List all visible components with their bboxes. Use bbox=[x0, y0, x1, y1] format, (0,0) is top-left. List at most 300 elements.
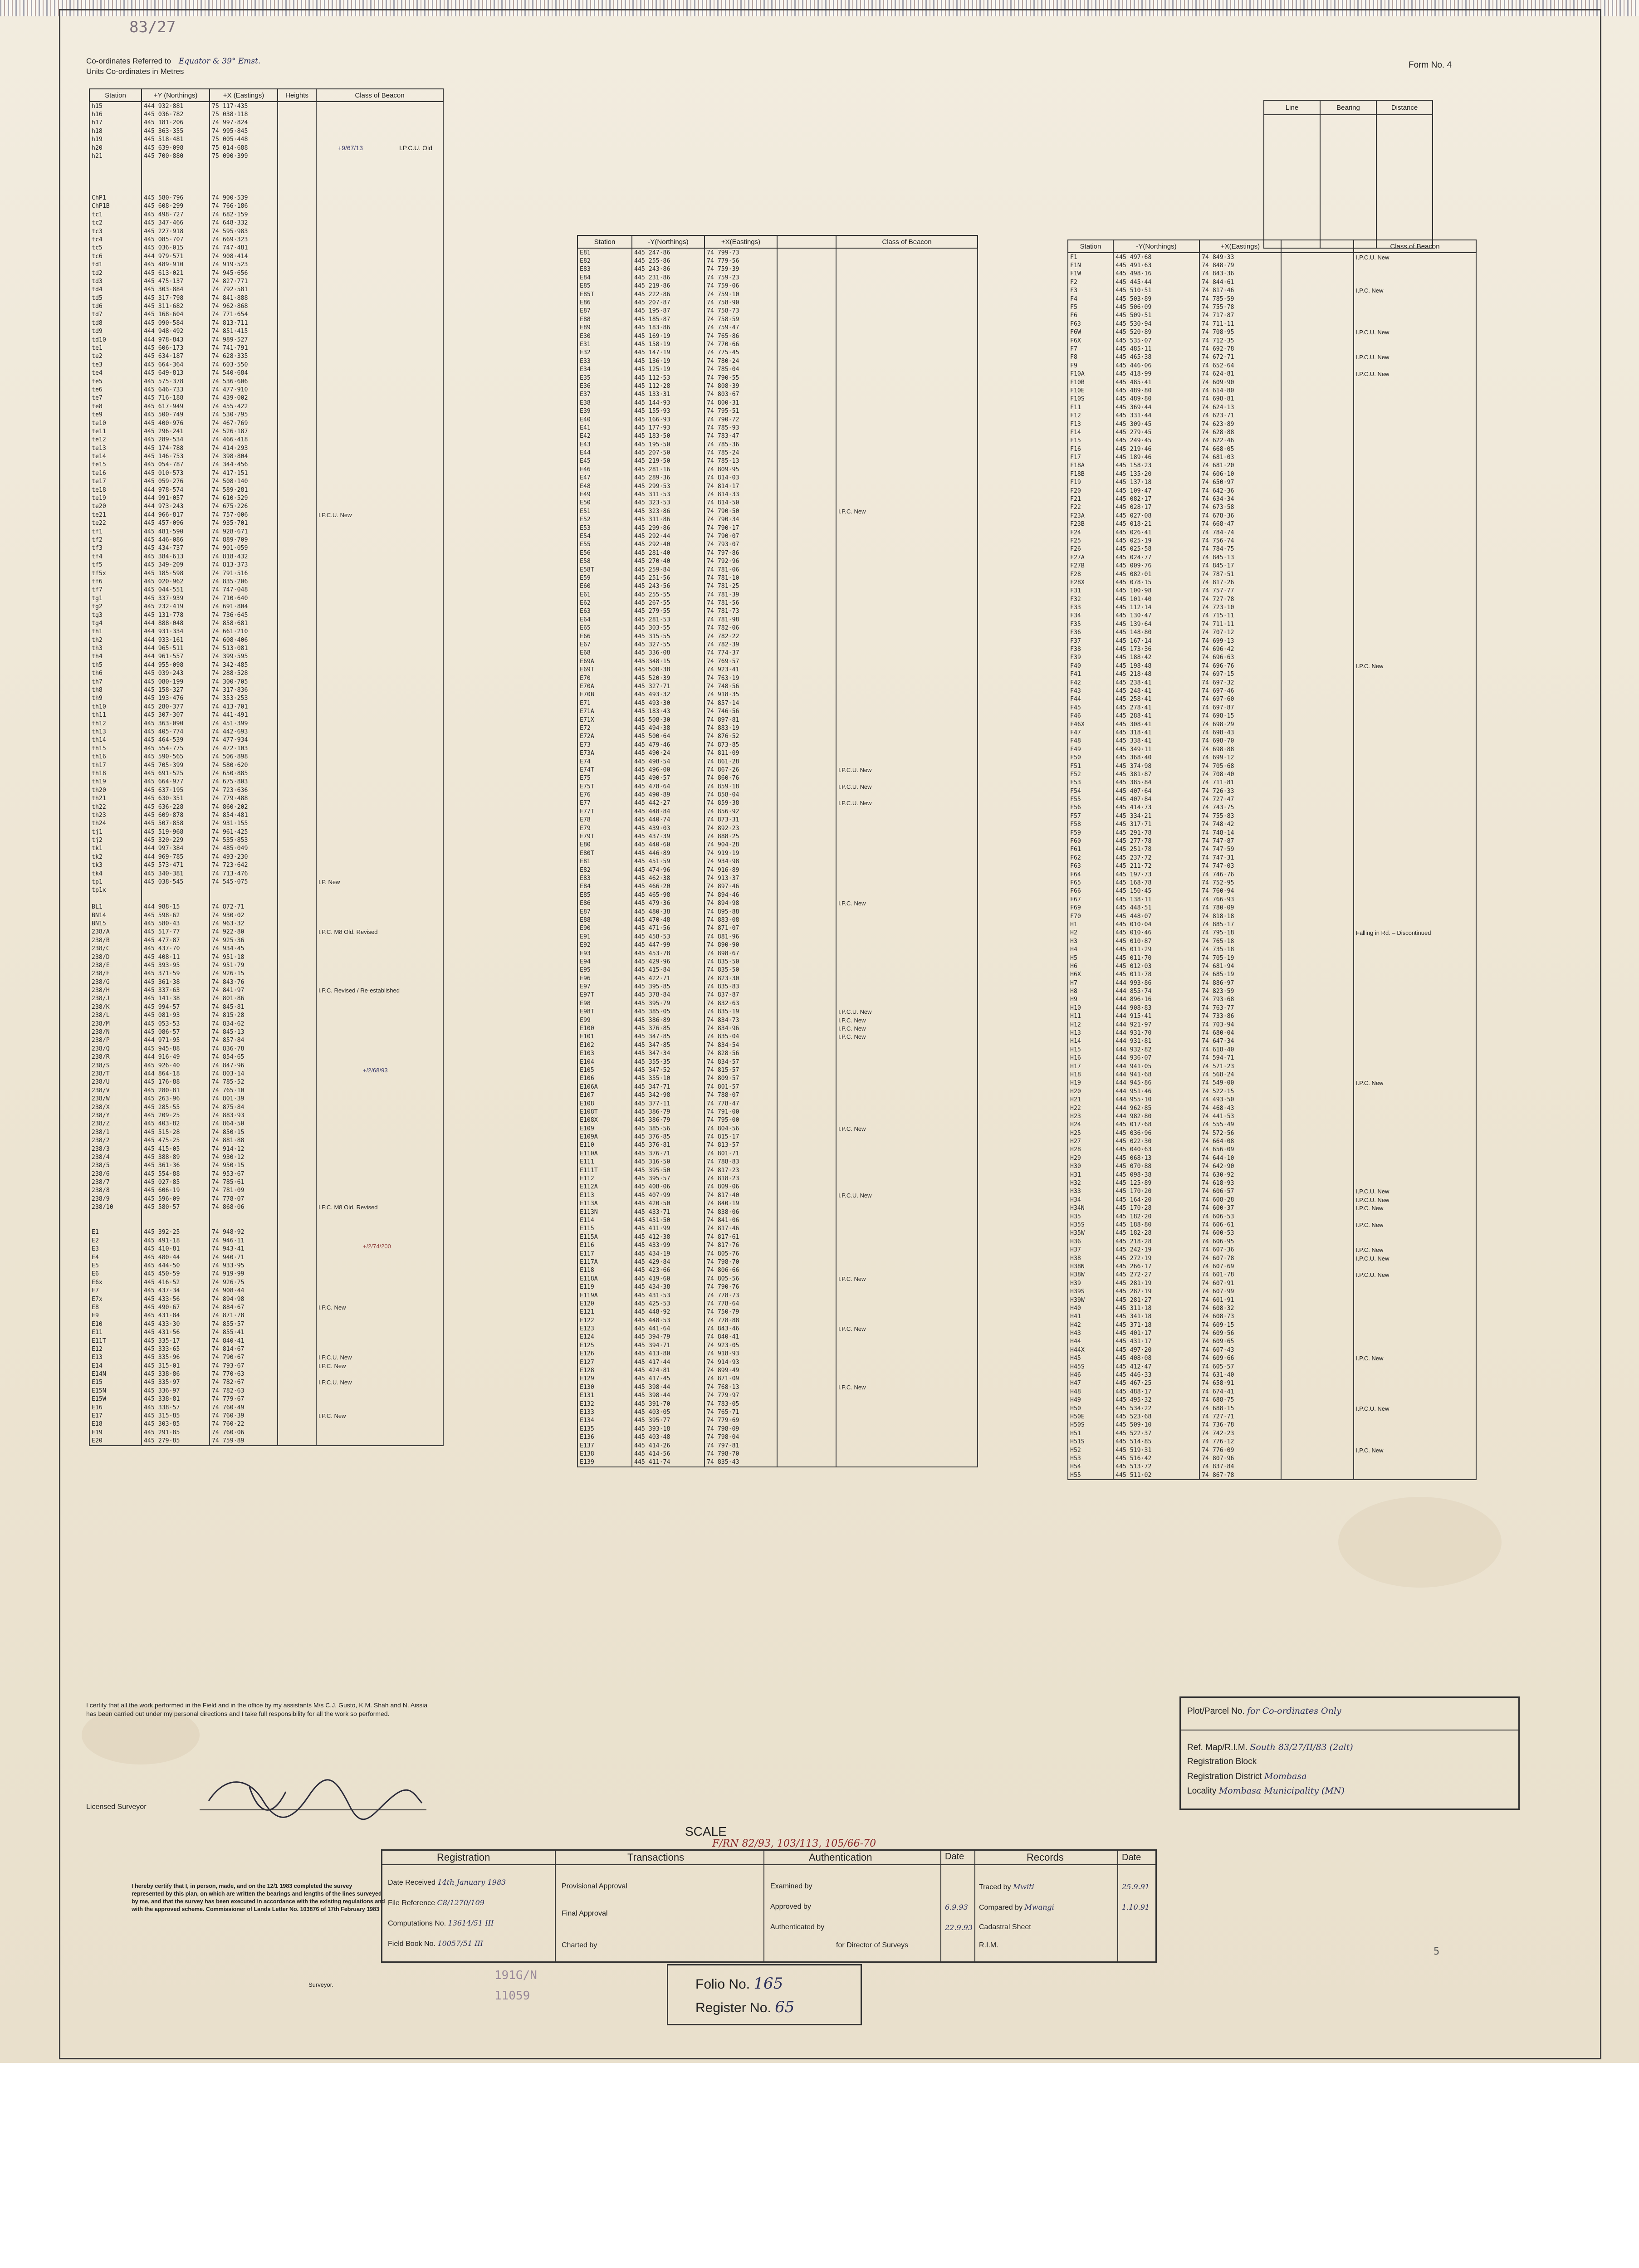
class-cell bbox=[1354, 1379, 1476, 1388]
easting-cell: 74 708·40 bbox=[1199, 770, 1281, 778]
table-row bbox=[89, 102, 443, 110]
station-cell: H41 bbox=[1068, 1313, 1113, 1321]
station-cell: E81 bbox=[577, 248, 632, 257]
station-cell: E66 bbox=[577, 632, 632, 640]
station-cell: F55 bbox=[1068, 795, 1113, 803]
class-cell bbox=[316, 761, 443, 769]
height-cell bbox=[1281, 1237, 1354, 1246]
height-cell bbox=[1281, 753, 1354, 762]
table-row bbox=[1068, 879, 1476, 887]
table-row bbox=[1068, 1054, 1476, 1062]
easting-cell: 74 948·92 bbox=[210, 1228, 278, 1237]
class-cell bbox=[316, 936, 443, 944]
table-row bbox=[577, 1308, 978, 1316]
class-cell bbox=[836, 1208, 978, 1216]
table-row bbox=[89, 1295, 443, 1303]
northing-cell: 445 945·88 bbox=[142, 1045, 210, 1053]
table-row bbox=[577, 1383, 978, 1391]
table-row bbox=[89, 1003, 443, 1011]
table-row bbox=[89, 761, 443, 769]
class-cell bbox=[1354, 912, 1476, 920]
height-cell bbox=[777, 1041, 836, 1049]
table-row bbox=[1068, 578, 1476, 587]
northing-cell: 445 434·38 bbox=[632, 1283, 705, 1291]
easting-cell: 74 756·74 bbox=[1199, 537, 1281, 545]
northing-cell: 445 355·10 bbox=[632, 1075, 705, 1083]
height-cell bbox=[777, 282, 836, 290]
table-row bbox=[577, 682, 978, 690]
station-cell: F63 bbox=[1068, 320, 1113, 328]
height-cell bbox=[1281, 1371, 1354, 1379]
class-cell bbox=[836, 1233, 978, 1241]
station-cell: E99 bbox=[577, 1016, 632, 1024]
station-cell: E30 bbox=[577, 332, 632, 340]
easting-cell: 74 712·35 bbox=[1199, 337, 1281, 345]
easting-cell: 74 696·42 bbox=[1199, 645, 1281, 653]
northing-cell: 445 458·53 bbox=[632, 933, 705, 941]
height-cell bbox=[777, 933, 836, 941]
northing-cell: 445 491·18 bbox=[142, 1237, 210, 1245]
class-cell bbox=[1354, 1121, 1476, 1129]
easting-cell: 74 628·335 bbox=[210, 352, 278, 361]
height-cell bbox=[1281, 487, 1354, 495]
easting-cell: 74 790·07 bbox=[705, 532, 777, 540]
northing-cell: 444 978·574 bbox=[142, 486, 210, 494]
easting-cell: 74 601·91 bbox=[1199, 1296, 1281, 1304]
director-label: for Director of Surveys bbox=[836, 1941, 909, 1949]
northing-cell: 444 864·18 bbox=[142, 1070, 210, 1078]
easting-cell: 74 837·84 bbox=[1199, 1463, 1281, 1471]
station-cell: E53 bbox=[577, 524, 632, 532]
easting-cell: 74 950·15 bbox=[210, 1162, 278, 1170]
height-cell bbox=[1281, 1338, 1354, 1346]
station-cell: te12 bbox=[89, 436, 142, 444]
table-row bbox=[89, 1403, 443, 1412]
easting-cell: 74 908·44 bbox=[210, 1286, 278, 1295]
height-cell bbox=[1281, 1054, 1354, 1062]
table-row bbox=[89, 1103, 443, 1111]
station-cell: E115A bbox=[577, 1233, 632, 1241]
table-row bbox=[89, 1278, 443, 1286]
table-row bbox=[1068, 1304, 1476, 1312]
easting-cell: 74 872·71 bbox=[210, 903, 278, 911]
height-cell bbox=[1281, 996, 1354, 1004]
northing-cell: 445 323·86 bbox=[632, 507, 705, 515]
class-cell bbox=[316, 1195, 443, 1203]
northing-cell: 445 011·70 bbox=[1113, 954, 1199, 962]
station-cell: F10E bbox=[1068, 386, 1113, 395]
easting-cell: 74 835·50 bbox=[705, 966, 777, 974]
table-row bbox=[577, 507, 978, 515]
northing-cell: 445 634·187 bbox=[142, 352, 210, 361]
northing-cell: 444 979·571 bbox=[142, 252, 210, 260]
table-row bbox=[577, 340, 978, 348]
height-cell bbox=[1281, 1029, 1354, 1037]
table-row bbox=[577, 307, 978, 315]
station-cell: tc6 bbox=[89, 252, 142, 260]
northing-cell: 445 010·573 bbox=[142, 469, 210, 477]
height-cell bbox=[278, 1136, 316, 1144]
class-cell bbox=[836, 1149, 978, 1158]
station-cell: H36 bbox=[1068, 1237, 1113, 1246]
station-cell: th6 bbox=[89, 670, 142, 678]
northing-cell: 445 259·84 bbox=[632, 566, 705, 574]
northing-cell: 445 146·753 bbox=[142, 452, 210, 460]
table-row bbox=[89, 327, 443, 336]
easting-cell: 74 288·528 bbox=[210, 670, 278, 678]
station-cell: E14N bbox=[89, 1370, 142, 1378]
table-row bbox=[89, 1261, 443, 1270]
height-cell bbox=[1281, 737, 1354, 745]
northing-cell: 445 125·19 bbox=[632, 365, 705, 373]
height-cell bbox=[278, 419, 316, 427]
northing-cell: 444 971·95 bbox=[142, 1036, 210, 1045]
easting-cell: 74 837·87 bbox=[705, 991, 777, 999]
table-row bbox=[89, 1303, 443, 1311]
table-row bbox=[1068, 753, 1476, 762]
easting-cell: 74 781·56 bbox=[705, 599, 777, 607]
table-row bbox=[577, 482, 978, 490]
table-row bbox=[1068, 996, 1476, 1004]
northing-cell: 444 896·16 bbox=[1113, 996, 1199, 1004]
class-cell bbox=[1354, 1346, 1476, 1354]
class-cell bbox=[1354, 979, 1476, 987]
station-cell: h16 bbox=[89, 110, 142, 118]
easting-cell: 74 705·19 bbox=[1199, 954, 1281, 962]
northing-cell: 445 335·96 bbox=[142, 1354, 210, 1362]
height-cell bbox=[278, 577, 316, 586]
authenticated-by-label: Authenticated by bbox=[770, 1923, 825, 1931]
station-cell: F2 bbox=[1068, 278, 1113, 286]
class-cell: I.P.C. New bbox=[316, 1362, 443, 1370]
class-cell bbox=[316, 670, 443, 678]
northing-cell: 444 931·70 bbox=[1113, 1029, 1199, 1037]
class-cell bbox=[1354, 1338, 1476, 1346]
easting-cell: 74 763·19 bbox=[705, 674, 777, 682]
northing-cell: 445 407·99 bbox=[632, 1191, 705, 1199]
easting-cell: 74 713·476 bbox=[210, 870, 278, 878]
height-cell bbox=[777, 1216, 836, 1224]
station-cell: th21 bbox=[89, 794, 142, 802]
station-cell: ChP1B bbox=[89, 202, 142, 210]
height-cell bbox=[1281, 495, 1354, 503]
station-cell: E49 bbox=[577, 490, 632, 499]
northing-cell: 445 437·70 bbox=[142, 944, 210, 953]
class-cell bbox=[836, 1341, 978, 1349]
easting-cell: 74 571·23 bbox=[1199, 1062, 1281, 1070]
table-row bbox=[577, 1141, 978, 1149]
class-cell bbox=[836, 248, 978, 257]
northing-cell: 445 617·949 bbox=[142, 402, 210, 411]
height-cell bbox=[278, 611, 316, 619]
table-row bbox=[1068, 687, 1476, 695]
height-cell bbox=[1281, 1212, 1354, 1221]
easting-cell: 74 609·90 bbox=[1199, 378, 1281, 386]
class-cell bbox=[836, 949, 978, 958]
easting-cell: 74 922·80 bbox=[210, 928, 278, 936]
station-cell: E63 bbox=[577, 607, 632, 616]
station-cell: tf6 bbox=[89, 577, 142, 586]
height-cell bbox=[1281, 278, 1354, 286]
station-cell: te20 bbox=[89, 503, 142, 511]
height-cell bbox=[1281, 862, 1354, 870]
table-row bbox=[577, 999, 978, 1007]
class-cell bbox=[1354, 945, 1476, 953]
class-cell bbox=[836, 1358, 978, 1366]
height-cell bbox=[278, 1078, 316, 1086]
easting-cell: 74 672·71 bbox=[1199, 353, 1281, 362]
northing-cell: 445 209·25 bbox=[142, 1111, 210, 1119]
northing-cell: 445 474·96 bbox=[632, 866, 705, 874]
class-cell: I.P.C. New bbox=[1354, 1354, 1476, 1363]
height-cell bbox=[278, 478, 316, 486]
station-cell: F66 bbox=[1068, 887, 1113, 895]
class-cell bbox=[1354, 654, 1476, 662]
height-cell bbox=[1281, 1471, 1354, 1480]
class-cell bbox=[836, 1141, 978, 1149]
height-cell bbox=[777, 883, 836, 891]
easting-cell: 74 868·06 bbox=[210, 1203, 278, 1212]
height-cell bbox=[278, 1245, 316, 1253]
table-row bbox=[577, 657, 978, 665]
station-cell: 238/K bbox=[89, 1003, 142, 1011]
table-row bbox=[89, 1395, 443, 1403]
easting-cell: 74 711·11 bbox=[1199, 620, 1281, 628]
table-row bbox=[89, 110, 443, 118]
height-cell bbox=[777, 1375, 836, 1383]
table-row bbox=[1068, 737, 1476, 745]
class-cell bbox=[1354, 295, 1476, 303]
height-cell bbox=[1281, 770, 1354, 778]
height-cell bbox=[777, 1124, 836, 1133]
class-cell bbox=[1354, 1237, 1476, 1246]
height-cell bbox=[777, 982, 836, 991]
height-cell bbox=[777, 1116, 836, 1124]
height-cell bbox=[1281, 1229, 1354, 1237]
station-cell: E80T bbox=[577, 849, 632, 857]
table-row bbox=[89, 336, 443, 344]
station-cell: F10A bbox=[1068, 370, 1113, 378]
height-cell bbox=[278, 1220, 316, 1228]
class-cell bbox=[316, 569, 443, 577]
easting-cell: 74 963·32 bbox=[210, 919, 278, 928]
easting-cell: 74 468·43 bbox=[1199, 1104, 1281, 1112]
northing-cell: 445 335·97 bbox=[142, 1378, 210, 1387]
easting-cell: 74 750·79 bbox=[705, 1308, 777, 1316]
class-cell bbox=[1354, 937, 1476, 945]
northing-cell: 445 174·788 bbox=[142, 444, 210, 452]
class-cell bbox=[1354, 312, 1476, 320]
computations-field: Computations No. 13614/51 III bbox=[388, 1919, 494, 1927]
class-cell bbox=[1354, 645, 1476, 653]
easting-cell: 74 770·63 bbox=[210, 1370, 278, 1378]
class-cell bbox=[1354, 920, 1476, 929]
table-row bbox=[1068, 545, 1476, 553]
northing-cell: 445 025·58 bbox=[1113, 545, 1199, 553]
station-cell: F60 bbox=[1068, 837, 1113, 845]
easting-cell: 74 623·89 bbox=[1199, 420, 1281, 428]
northing-cell: 445 395·85 bbox=[632, 982, 705, 991]
height-cell bbox=[1281, 587, 1354, 595]
table-row bbox=[89, 670, 443, 678]
table-row bbox=[577, 807, 978, 816]
class-cell bbox=[316, 961, 443, 969]
table-row bbox=[1068, 629, 1476, 637]
northing-cell: 445 369·44 bbox=[1113, 403, 1199, 411]
class-cell bbox=[316, 294, 443, 302]
northing-cell: 445 272·19 bbox=[1113, 1254, 1199, 1262]
table-row bbox=[89, 919, 443, 928]
station-cell: E137 bbox=[577, 1442, 632, 1450]
northing-cell: 445 374·98 bbox=[1113, 762, 1199, 770]
easting-cell: 74 467·769 bbox=[210, 419, 278, 427]
station-cell: H5 bbox=[1068, 954, 1113, 962]
northing-cell: 445 347·52 bbox=[632, 1066, 705, 1074]
class-cell bbox=[1354, 1112, 1476, 1120]
easting-cell: 74 867·78 bbox=[1199, 1471, 1281, 1480]
station-cell: E41 bbox=[577, 424, 632, 432]
class-cell bbox=[1354, 753, 1476, 762]
class-cell bbox=[1354, 520, 1476, 528]
easting-cell: 74 747·03 bbox=[1199, 862, 1281, 870]
station-cell: F9 bbox=[1068, 362, 1113, 370]
northing-cell: 445 279·45 bbox=[1113, 428, 1199, 436]
table-row bbox=[1068, 378, 1476, 386]
table-row bbox=[89, 411, 443, 419]
easting-cell: 74 790·17 bbox=[705, 524, 777, 532]
station-cell: E84 bbox=[577, 883, 632, 891]
northing-cell: 445 303·55 bbox=[632, 624, 705, 632]
table-row bbox=[577, 374, 978, 382]
table-row bbox=[1068, 1388, 1476, 1396]
easting-cell: 74 919·523 bbox=[210, 260, 278, 269]
easting-cell: 74 840·41 bbox=[705, 1333, 777, 1341]
northing-cell: 445 218·28 bbox=[1113, 1237, 1199, 1246]
table-row bbox=[89, 377, 443, 386]
northing-cell: 445 522·37 bbox=[1113, 1429, 1199, 1437]
table-row bbox=[1068, 587, 1476, 595]
class-cell bbox=[316, 1153, 443, 1161]
station-cell: E79 bbox=[577, 824, 632, 832]
station-cell: F11 bbox=[1068, 403, 1113, 411]
class-cell bbox=[1354, 1163, 1476, 1171]
easting-cell: 74 961·425 bbox=[210, 828, 278, 836]
licensed-surveyor-label: Licensed Surveyor bbox=[86, 1803, 147, 1811]
easting-cell: 74 688·75 bbox=[1199, 1396, 1281, 1404]
height-cell bbox=[1281, 337, 1354, 345]
examined-by-label: Examined by bbox=[770, 1882, 812, 1890]
table-row bbox=[577, 1216, 978, 1224]
station-cell: 238/4 bbox=[89, 1153, 142, 1161]
easting-cell: 74 759·39 bbox=[705, 265, 777, 274]
height-cell bbox=[777, 649, 836, 657]
easting-cell: 74 781·25 bbox=[705, 582, 777, 591]
easting-cell: 74 854·481 bbox=[210, 811, 278, 819]
easting-cell: 74 817·23 bbox=[705, 1166, 777, 1174]
class-cell bbox=[1354, 453, 1476, 461]
easting-cell: 74 883·19 bbox=[705, 724, 777, 732]
station-cell: 238/Y bbox=[89, 1111, 142, 1119]
height-cell bbox=[777, 632, 836, 640]
table-row bbox=[1068, 695, 1476, 704]
station-cell: H21 bbox=[1068, 1095, 1113, 1104]
table-row bbox=[89, 694, 443, 703]
class-cell bbox=[316, 536, 443, 544]
table-row bbox=[577, 457, 978, 465]
northing-cell: 445 198·48 bbox=[1113, 662, 1199, 670]
easting-cell: 74 650·97 bbox=[1199, 479, 1281, 487]
northing-cell: 445 311·682 bbox=[142, 302, 210, 310]
easting-cell: 74 572·56 bbox=[1199, 1129, 1281, 1137]
easting-cell: 74 698·29 bbox=[1199, 720, 1281, 728]
class-cell bbox=[1354, 854, 1476, 862]
station-cell: tf7 bbox=[89, 586, 142, 594]
station-cell: E108 bbox=[577, 1100, 632, 1108]
station-cell bbox=[89, 1212, 142, 1220]
height-cell bbox=[1281, 578, 1354, 587]
height-cell bbox=[278, 1320, 316, 1328]
northing-cell: 445 639·098 bbox=[142, 144, 210, 152]
station-cell: te19 bbox=[89, 494, 142, 502]
plot-parcel-field: Plot/Parcel No. for Co-ordinates Only bbox=[1187, 1706, 1341, 1716]
traced-date: 25.9.91 bbox=[1122, 1882, 1150, 1891]
station-cell: H39 bbox=[1068, 1279, 1113, 1287]
easting-cell: 74 815·17 bbox=[705, 1133, 777, 1141]
height-cell bbox=[777, 332, 836, 340]
height-cell bbox=[278, 1012, 316, 1020]
easting-cell: 74 485·049 bbox=[210, 845, 278, 853]
station-cell: E36 bbox=[577, 382, 632, 390]
height-cell bbox=[278, 102, 316, 110]
northing-cell: 444 969·785 bbox=[142, 853, 210, 861]
easting-cell: 74 899·49 bbox=[705, 1366, 777, 1374]
easting-cell: 74 859·18 bbox=[705, 782, 777, 791]
northing-cell: 445 112·28 bbox=[632, 382, 705, 390]
class-cell bbox=[316, 894, 443, 903]
class-cell bbox=[316, 186, 443, 194]
class-cell bbox=[836, 874, 978, 882]
table-row bbox=[89, 1337, 443, 1345]
table-row bbox=[89, 1128, 443, 1136]
class-cell: I.P.C. M8 Old. Revised bbox=[316, 928, 443, 936]
station-cell: H25 bbox=[1068, 1129, 1113, 1137]
class-cell bbox=[316, 1212, 443, 1220]
table-row bbox=[89, 1086, 443, 1095]
station-cell: E6 bbox=[89, 1270, 142, 1278]
easting-cell: 74 995·845 bbox=[210, 127, 278, 135]
easting-cell: 74 605·57 bbox=[1199, 1363, 1281, 1371]
eastings-header: +X(Eastings) bbox=[705, 235, 777, 248]
northing-cell: 445 513·72 bbox=[1113, 1463, 1199, 1471]
station-cell: E72A bbox=[577, 733, 632, 741]
northing-cell: 445 412·47 bbox=[1113, 1363, 1199, 1371]
height-cell bbox=[1281, 1421, 1354, 1429]
height-cell bbox=[1281, 1446, 1354, 1454]
northing-cell: 445 255·55 bbox=[632, 591, 705, 599]
class-cell bbox=[1354, 411, 1476, 420]
easting-cell: 74 618·93 bbox=[1199, 1179, 1281, 1187]
height-cell bbox=[278, 670, 316, 678]
northing-cell: 445 480·38 bbox=[632, 908, 705, 916]
class-cell bbox=[836, 574, 978, 582]
northing-cell: 445 495·32 bbox=[1113, 1396, 1199, 1404]
northing-cell: 445 471·56 bbox=[632, 924, 705, 933]
northing-cell: 445 182·28 bbox=[1113, 1229, 1199, 1237]
northing-cell: 445 573·471 bbox=[142, 861, 210, 870]
easting-cell: 74 698·15 bbox=[1199, 712, 1281, 720]
easting-cell: 74 867·26 bbox=[705, 766, 777, 774]
station-cell: F6 bbox=[1068, 312, 1113, 320]
